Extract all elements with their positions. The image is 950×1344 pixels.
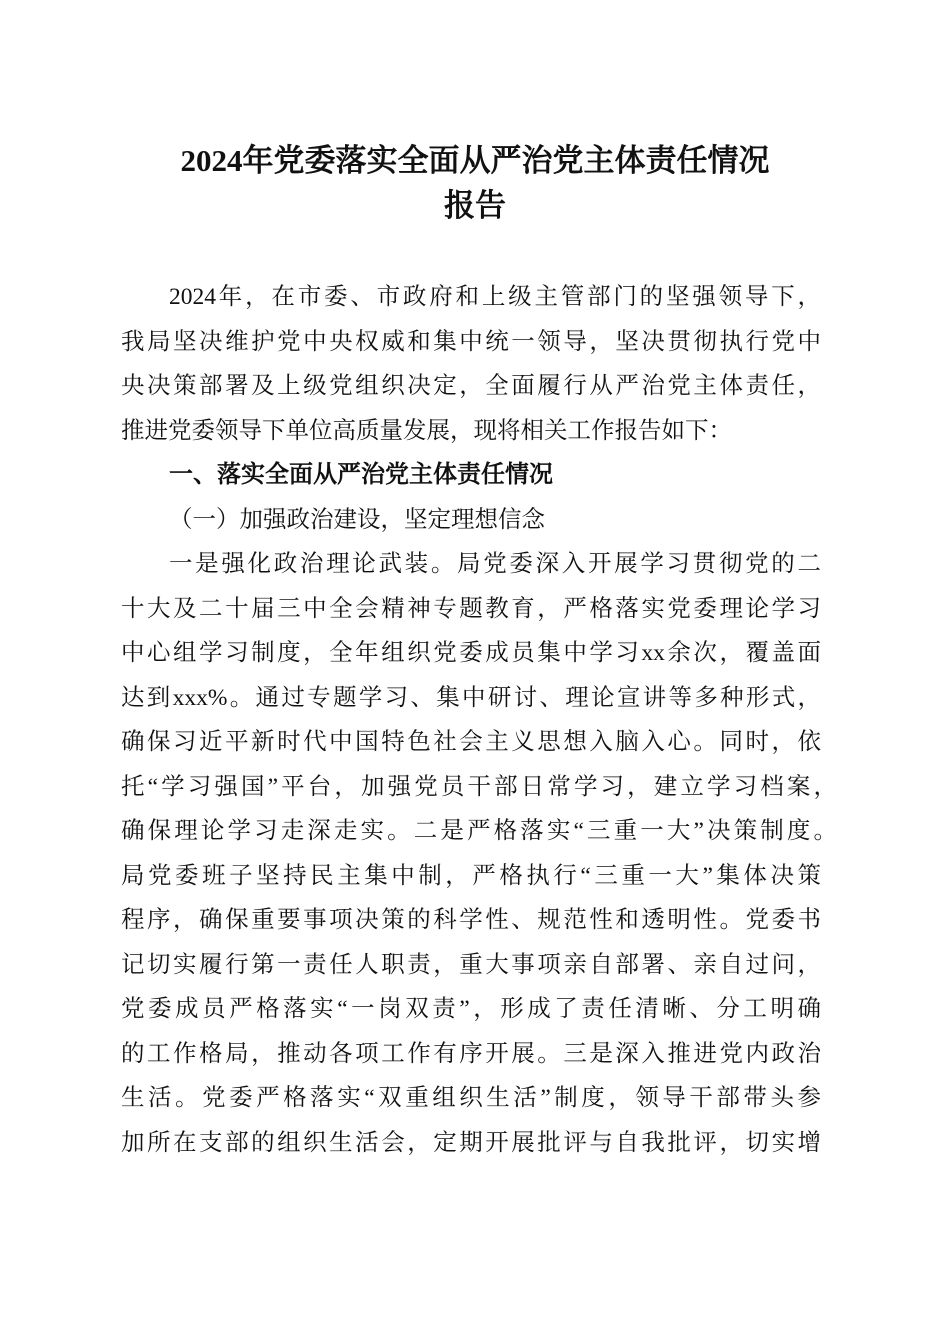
paragraph-line: 局党委班子坚持民主集中制，严格执行“三重一大”集体决策 [121, 862, 821, 889]
subsection-heading: （一）加强政治建设，坚定理想信念 [169, 506, 545, 533]
paragraph-line: 托“学习强国”平台，加强党员干部日常学习，建立学习档案， [121, 773, 837, 800]
paragraph-line: 中心组学习制度，全年组织党委成员集中学习xx余次，覆盖面 [121, 640, 821, 666]
paragraph-line: 达到xxx%。通过专题学习、集中研讨、理论宣讲等多种形式， [121, 684, 821, 711]
paragraph-line: 记切实履行第一责任人职责，重大事项亲自部署、亲自过问， [121, 951, 821, 978]
paragraph-line: 一是强化政治理论武装。局党委深入开展学习贯彻党的二 [169, 551, 821, 577]
paragraph-line: 确保习近平新时代中国特色社会主义思想入脑入心。同时，依 [121, 729, 821, 755]
paragraph-line: 的工作格局，推动各项工作有序开展。三是深入推进党内政治 [121, 1040, 821, 1067]
document-body [121, 275, 837, 1165]
document-title-line-2: 报告 [444, 188, 506, 223]
intro-line: 推进党委领导下单位高质量发展，现将相关工作报告如下： [121, 417, 732, 444]
intro-line: 央决策部署及上级党组织决定，全面履行从严治党主体责任， [121, 373, 821, 399]
section-heading: 一、落实全面从严治党主体责任情况 [169, 461, 553, 488]
intro-line: 2024年，在市委、市政府和上级主管部门的坚强领导下， [169, 284, 821, 310]
paragraph-line: 党委成员严格落实“一岗双责”，形成了责任清晰、分工明确 [121, 996, 821, 1022]
document-title-line-1: 2024年党委落实全面从严治党主体责任情况 [180, 143, 770, 178]
paragraph-line: 生活。党委严格落实“双重组织生活”制度，领导干部带头参 [121, 1085, 821, 1111]
paragraph-line: 十大及二十届三中全会精神专题教育，严格落实党委理论学习 [121, 595, 821, 622]
intro-line: 我局坚决维护党中央权威和集中统一领导，坚决贯彻执行党中 [121, 328, 821, 355]
paragraph-line: 加所在支部的组织生活会，定期开展批评与自我批评，切实增 [121, 1129, 821, 1156]
paragraph-line: 程序，确保重要事项决策的科学性、规范性和透明性。党委书 [121, 907, 821, 933]
paragraph-line: 确保理论学习走深走实。二是严格落实“三重一大”决策制度。 [121, 818, 837, 844]
